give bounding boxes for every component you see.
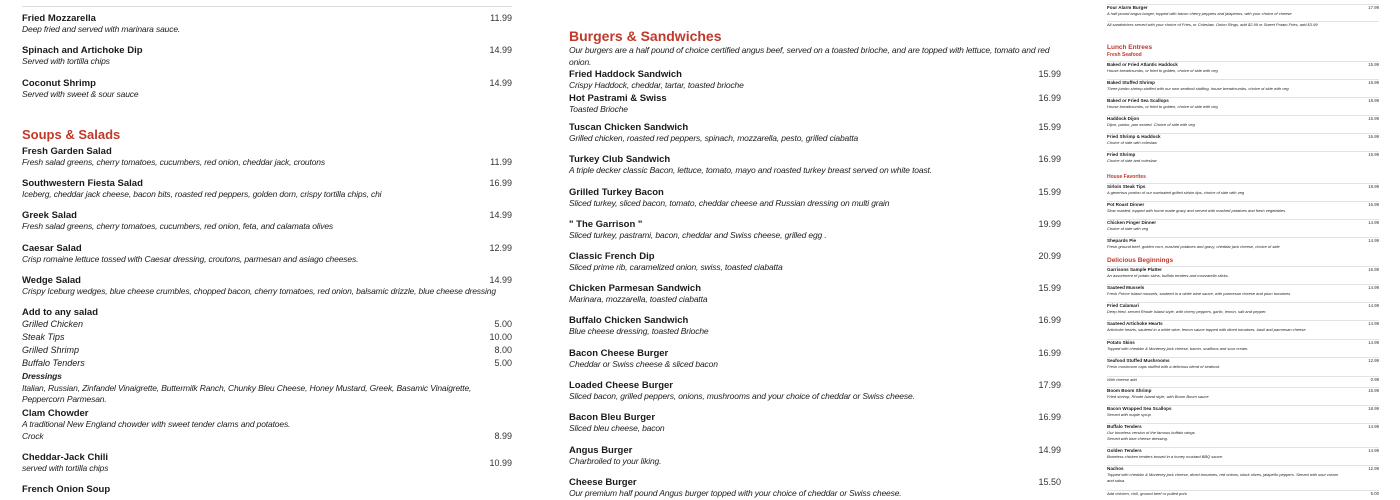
menu-item-sauteed-artichoke-hearts bbox=[1107, 320, 1379, 333]
addon-name: Grilled Shrimp bbox=[22, 345, 80, 355]
item-name: Golden Tenders bbox=[1107, 448, 1142, 453]
item-description: All sandwiches served with your choice of Fries, or Coleslaw. Onion Rings, add $2.99 or Sweet Potato Fries, add $3.99 bbox=[1107, 22, 1318, 27]
item-name: Baked Stuffed Shrimp bbox=[1107, 80, 1155, 85]
item-description: Sliced turkey, sliced bacon, tomato, cheddar cheese and Russian dressing on multi grain bbox=[569, 198, 890, 208]
menu-item-dressings bbox=[22, 371, 512, 406]
item-description: A generous portion of our marinated grilled sirloin tips, choice of side with veg bbox=[1107, 190, 1245, 195]
item-description: Served with blue cheese dressing. bbox=[1107, 435, 1168, 441]
item-price: 8.00 bbox=[494, 345, 512, 355]
item-price: 16.99 bbox=[489, 178, 512, 188]
item-description: Choice of side and coleslaw bbox=[1107, 158, 1157, 163]
menu-item-cheddar-jack-chili bbox=[22, 452, 512, 475]
item-name: Chicken Parmesan Sandwich bbox=[569, 283, 701, 294]
menu-item-golden-tenders bbox=[1107, 447, 1379, 460]
section-title: Soups & Salads bbox=[22, 127, 121, 142]
item-description: Charbroiled to your liking. bbox=[569, 456, 662, 466]
item-price: 14.99 bbox=[1038, 445, 1061, 455]
item-description: Served with sweet & sour sauce bbox=[22, 89, 139, 99]
item-name: Fried Calamari bbox=[1107, 303, 1139, 308]
item-price: 14.99 bbox=[489, 275, 512, 285]
item-description: Crock bbox=[22, 430, 44, 441]
menu-item-angus-burger bbox=[569, 445, 1061, 468]
item-description: Topped with cheddar & Monterey jack cheese, diced tomatoes, red onions, black olives, jalapeño peppers. Served with sour cream bbox=[1107, 472, 1339, 477]
item-price: 14.99 bbox=[489, 45, 512, 55]
menu-item-garrisons-sample-platter bbox=[1107, 266, 1379, 279]
menu-column-right bbox=[1107, 0, 1379, 500]
menu-item-baked-or-fried-atlantic-haddock bbox=[1107, 61, 1379, 74]
item-price: 19.99 bbox=[1038, 219, 1061, 229]
section-title: Lunch Entrees bbox=[1107, 44, 1153, 51]
menu-item-greek-salad bbox=[22, 210, 512, 233]
item-name: Clam Chowder bbox=[22, 408, 89, 419]
item-description: Fried shrimp, Rhode Island style, with Boom Boom sauce bbox=[1107, 394, 1209, 399]
item-description: Served with tortilla chips bbox=[22, 56, 110, 66]
item-price: 14.99 bbox=[489, 210, 512, 220]
menu-item-four-alarm-burger bbox=[1107, 4, 1379, 17]
item-description: Grilled chicken, roasted red peppers, spinach, mozzarella, pesto, grilled ciabatta bbox=[569, 133, 859, 143]
item-price: 11.99 bbox=[490, 13, 512, 23]
menu-item-fried-shrimp-haddock bbox=[1107, 133, 1379, 146]
menu-item-hot-pastrami-swiss bbox=[569, 93, 1061, 116]
item-description: Sliced bacon, grilled peppers, onions, mushrooms and your choice of cheddar or Swiss cheese. bbox=[569, 391, 915, 401]
menu-item-wedge-salad bbox=[22, 275, 512, 298]
menu-item-fried-calamari bbox=[1107, 302, 1379, 315]
menu-item-buffalo-tenders bbox=[1107, 423, 1379, 441]
item-name: Fried Shrimp bbox=[1107, 152, 1136, 157]
section-title: Delicious Beginnings bbox=[1107, 257, 1174, 264]
item-name: Nachos bbox=[1107, 466, 1124, 471]
menu-item-grilled-chicken bbox=[22, 319, 512, 331]
item-price: 5.00 bbox=[1370, 491, 1379, 496]
item-description: Iceberg, cheddar jack cheese, bacon bits, roasted red peppers, golden dorn, crispy tortilla chips, chi bbox=[22, 189, 382, 199]
item-description: Our premium half pound Angus burger topped with your choice of cheddar or Swiss cheese. bbox=[569, 488, 902, 498]
item-price: 5.00 bbox=[494, 358, 512, 368]
menu-item bbox=[569, 45, 1061, 68]
item-name: Classic French Dip bbox=[569, 251, 655, 262]
item-description: Choice of side with coleslaw bbox=[1107, 140, 1158, 145]
menu-item bbox=[1107, 376, 1379, 383]
section-soups-salads bbox=[22, 127, 512, 142]
item-name: Loaded Cheese Burger bbox=[569, 380, 673, 391]
item-name: Buffalo Chicken Sandwich bbox=[569, 315, 689, 326]
item-description: Sliced turkey, pastrami, bacon, cheddar and Swiss cheese, grilled egg . bbox=[569, 230, 827, 240]
menu-item-sirloin-steak-tips bbox=[1107, 183, 1379, 196]
item-price: 15.50 bbox=[1038, 477, 1061, 487]
item-price: 14.99 bbox=[1368, 448, 1379, 453]
menu-item-french-onion-soup bbox=[22, 484, 512, 495]
addon-name: Buffalo Tenders bbox=[22, 358, 85, 368]
item-description: Choice of side with veg bbox=[1107, 226, 1149, 231]
item-name: Haddock Dijon bbox=[1107, 116, 1140, 121]
menu-item-classic-french-dip bbox=[569, 251, 1061, 274]
item-name: Buffalo Tenders bbox=[1107, 424, 1142, 429]
item-description: Sliced bleu cheese, bacon bbox=[569, 423, 665, 433]
menu-column-middle bbox=[569, 0, 1061, 500]
menu-item-nachos bbox=[1107, 465, 1379, 483]
menu-item-spinach-and-artichoke-dip bbox=[22, 45, 512, 68]
item-description: Add chicken, chili, ground beef or pulled pork bbox=[1107, 491, 1187, 496]
item-price: 16.99 bbox=[1038, 154, 1061, 164]
item-name: Caesar Salad bbox=[22, 243, 82, 254]
menu-item-buffalo-chicken-sandwich bbox=[569, 315, 1061, 338]
menu-item-bacon-bleu-burger bbox=[569, 412, 1061, 435]
item-name: Fried Haddock Sandwich bbox=[569, 69, 682, 80]
item-name: Bacon Bleu Burger bbox=[569, 412, 656, 423]
item-price: 12.99 bbox=[1368, 358, 1379, 363]
item-name: Cheddar-Jack Chili bbox=[22, 452, 109, 463]
item-name: Bacon Wrapped Sea Scallops bbox=[1107, 406, 1172, 411]
item-price: 15.99 bbox=[1038, 187, 1061, 197]
item-name: French Onion Soup bbox=[22, 484, 111, 495]
menu-item-loaded-cheese-burger bbox=[569, 380, 1061, 403]
item-name: Sauteed Artichoke Hearts bbox=[1107, 321, 1163, 326]
item-name: Tuscan Chicken Sandwich bbox=[569, 122, 689, 133]
item-description: Three jumbo shrimp stuffed with our own seafood stuffing, house breadcrumbs, choice of side with veg bbox=[1107, 86, 1289, 91]
item-name: Add to any salad bbox=[22, 307, 99, 318]
item-price: 15.99 bbox=[1368, 152, 1379, 157]
item-price: 0.99 bbox=[1370, 377, 1379, 382]
menu-item-baked-stuffed-shrimp bbox=[1107, 79, 1379, 92]
item-price: 20.99 bbox=[1038, 251, 1061, 261]
item-name: Chicken Finger Dinner bbox=[1107, 220, 1157, 225]
item-description: A half pound angus burger, topped with bacon cherry peppers and jalapenos, with your choice of cheese bbox=[1107, 11, 1292, 16]
item-name: Garrisons Sample Platter bbox=[1107, 267, 1162, 272]
item-description: A traditional New England chowder with sweet tender clams and potatoes. bbox=[22, 419, 291, 429]
item-description: Crisp romaine lettuce tossed with Caesar dressing, croutons, parmesan and asiago cheeses. bbox=[22, 254, 359, 264]
item-description: served with tortilla chips bbox=[22, 463, 109, 473]
item-name: Wedge Salad bbox=[22, 275, 81, 286]
item-price: 17.99 bbox=[1038, 380, 1061, 390]
addon-name: Steak Tips bbox=[22, 332, 65, 342]
menu-item-chicken-parmesan-sandwich bbox=[569, 283, 1061, 306]
item-price: 17.99 bbox=[1368, 5, 1379, 10]
item-description: Fresh Prince Island mussels, sauteed in a white wine sauce, with parmesan cheese and plum tomatoes bbox=[1107, 291, 1291, 296]
item-name: Turkey Club Sandwich bbox=[569, 154, 671, 165]
item-description: Deep fried, served Rhode Island style, with cherry peppers, garlic, lemon, salt and pepper. bbox=[1107, 309, 1267, 314]
menu-item-fried-mozzarella bbox=[22, 13, 512, 36]
menu-item-clam-chowder bbox=[22, 408, 512, 442]
section-house-favorites bbox=[1107, 174, 1379, 180]
item-name: Fried Shrimp & Haddock bbox=[1107, 134, 1161, 139]
item-price: 16.99 bbox=[1368, 202, 1379, 207]
item-description: Our boneless version of the famous buffalo wings. bbox=[1107, 430, 1196, 435]
item-price: 14.99 bbox=[1368, 285, 1379, 290]
menu-item-caesar-salad bbox=[22, 243, 512, 266]
item-price: 8.99 bbox=[494, 431, 512, 441]
item-description: Served with maple syrup bbox=[1107, 412, 1151, 417]
item-name: Cheese Burger bbox=[569, 477, 637, 488]
item-description: Our burgers are a half pound of choice certified angus beef, served on a toasted brioche, and are topped with lettuce, tomato and red onion. bbox=[569, 45, 1050, 67]
item-description: Topped with cheddar & Monterey jack cheese, bacon, scallions and sour cream. bbox=[1107, 346, 1249, 351]
item-description: Deep fried and served with marinara sauce. bbox=[22, 24, 181, 34]
item-name: Four Alarm Burger bbox=[1107, 5, 1148, 10]
item-description: Parmesan. bbox=[66, 394, 107, 404]
item-name: Angus Burger bbox=[569, 445, 633, 456]
item-description: Artichoke hearts, sauteed in a white wine, lemon sauce topped with diced tomatoes, basil and parmesan cheese bbox=[1107, 327, 1306, 332]
item-description: A triple decker classic Bacon, lettuce, tomato, mayo and roasted turkey breast served on white toast. bbox=[569, 165, 932, 175]
menu-item-baked-or-fried-sea-scallops bbox=[1107, 97, 1379, 110]
item-price: 14.99 bbox=[1368, 424, 1379, 429]
menu-item-grilled-shrimp bbox=[22, 345, 512, 357]
item-price: 14.99 bbox=[1368, 321, 1379, 326]
item-price: 16.99 bbox=[1038, 412, 1061, 422]
item-name: Southwestern Fiesta Salad bbox=[22, 178, 143, 189]
item-price: 12.99 bbox=[1368, 466, 1379, 471]
item-description: Fresh mushroom caps stuffed with a delicious blend of seafood. bbox=[1107, 364, 1220, 369]
item-price: 5.00 bbox=[494, 319, 512, 329]
item-name: Baked or Fried Atlantic Haddock bbox=[1107, 62, 1178, 67]
item-description: Toasted Brioche bbox=[569, 104, 628, 114]
item-price: 18.99 bbox=[1368, 98, 1379, 103]
item-name: Potato Skins bbox=[1107, 340, 1135, 345]
item-description: Fresh salad greens, cherry tomatoes, cucumbers, red onion, feta, and calamata olives bbox=[22, 221, 334, 231]
item-price: 16.99 bbox=[1368, 134, 1379, 139]
item-description: Fresh salad greens, cherry tomatoes, cucumbers, red onion, cheddar jack, croutons bbox=[22, 157, 325, 167]
item-description: Crispy Haddock, cheddar, tartar, toasted brioche bbox=[569, 80, 744, 90]
item-price: 18.99 bbox=[1368, 184, 1379, 189]
item-description: Sliced prime rib, caramelized onion, swiss, toasted ciabatta bbox=[569, 262, 783, 272]
item-description: With cheese add bbox=[1107, 377, 1137, 382]
menu-item-fried-shrimp bbox=[1107, 151, 1379, 164]
addon-name: Grilled Chicken bbox=[22, 319, 84, 329]
section-burgers-sandwiches bbox=[569, 28, 1061, 44]
item-description: House breadcrumbs, or fried to golden, choice of side with veg bbox=[1107, 104, 1218, 109]
item-name: " The Garrison " bbox=[569, 219, 643, 230]
menu-column-left bbox=[22, 0, 512, 500]
item-price: 15.99 bbox=[1368, 62, 1379, 67]
item-description: House breadcrumbs, or fried to golden, choice of side with veg bbox=[1107, 68, 1218, 73]
menu-item-tuscan-chicken-sandwich bbox=[569, 122, 1061, 145]
menu-item bbox=[1107, 21, 1379, 28]
item-name: Boom Boom Shrimp bbox=[1107, 388, 1152, 393]
item-description: Slow roasted, topped with home made gravy and served with mashed potatoes and fresh vegetables bbox=[1107, 208, 1286, 213]
item-price: 15.99 bbox=[1038, 69, 1061, 79]
item-name: Fried Mozzarella bbox=[22, 13, 96, 24]
item-name: Dressings bbox=[22, 371, 62, 381]
menu-item-bacon-wrapped-sea-scallops bbox=[1107, 405, 1379, 418]
item-name: Sauteed Mussels bbox=[1107, 285, 1145, 290]
menu-item-buffalo-tenders bbox=[22, 358, 512, 370]
menu-item-cheese-burger bbox=[569, 477, 1061, 500]
item-description: Marinara, mozzarella, toasted ciabatta bbox=[569, 294, 708, 304]
menu-item-turkey-club-sandwich bbox=[569, 154, 1061, 177]
item-price: 10.00 bbox=[489, 332, 512, 342]
menu-item-grilled-turkey-bacon bbox=[569, 187, 1061, 210]
divider bbox=[22, 6, 512, 7]
subsection-title: Fresh Seafood bbox=[1107, 52, 1142, 58]
item-name: Greek Salad bbox=[22, 210, 77, 221]
item-price: 15.99 bbox=[1368, 388, 1379, 393]
menu-item-boom-boom-shrimp bbox=[1107, 387, 1379, 400]
item-description: Dijon, panko, pan seared. Choice of side with veg bbox=[1107, 122, 1195, 127]
item-name: Shepards Pie bbox=[1107, 238, 1137, 243]
item-price: 16.99 bbox=[1368, 267, 1379, 272]
item-description: and salsa. bbox=[1107, 477, 1126, 483]
item-price: 16.99 bbox=[1038, 315, 1061, 325]
item-name: Grilled Turkey Bacon bbox=[569, 187, 664, 198]
item-description: Blue cheese dressing, toasted Brioche bbox=[569, 326, 709, 336]
menu-item-add-to-any-salad bbox=[22, 307, 512, 318]
item-description: Crispy Iceburg wedges, blue cheese crumbles, chopped bacon, cherry tomatoes, red onion, balsamic drizzle, blue cheese dressing bbox=[22, 286, 496, 296]
menu-item-steak-tips bbox=[22, 332, 512, 344]
item-price: 14.99 bbox=[1368, 238, 1379, 243]
menu-item-bacon-cheese-burger bbox=[569, 348, 1061, 371]
item-price: 14.99 bbox=[489, 78, 512, 88]
item-description: Italian, Russian, Zinfandel Vinaigrette, Buttermilk Ranch, Chunky Bleu Cheese, Honey Mustard, Greek, Basamic Vinaigrette, Peppercorn bbox=[22, 382, 472, 404]
dressings-list bbox=[22, 383, 512, 406]
section-lunch-entrees bbox=[1107, 44, 1379, 51]
item-price: 16.99 bbox=[1038, 348, 1061, 358]
menu-item-fried-haddock-sandwich bbox=[569, 69, 1061, 92]
menu-item-potato-skins bbox=[1107, 339, 1379, 352]
item-price: 14.99 bbox=[1368, 303, 1379, 308]
menu-item-the-garrison bbox=[569, 219, 1061, 242]
item-price: 14.99 bbox=[1368, 220, 1379, 225]
item-description: An assortment of potato skins, buffalo tenders and mozzarella sticks. bbox=[1107, 273, 1229, 278]
item-name: Pot Roast Dinner bbox=[1107, 202, 1145, 207]
item-price: 15.99 bbox=[1368, 116, 1379, 121]
subsection-title: House Favorites bbox=[1107, 174, 1146, 180]
section-delicious-beginnings bbox=[1107, 257, 1379, 264]
item-name: Fresh Garden Salad bbox=[22, 146, 112, 157]
menu-item-seafood-stuffed-mushrooms bbox=[1107, 357, 1379, 370]
item-price: 16.99 bbox=[1368, 80, 1379, 85]
item-price: 11.99 bbox=[490, 157, 512, 167]
item-price: 15.99 bbox=[1038, 122, 1061, 132]
section-fresh-seafood bbox=[1107, 52, 1379, 58]
item-price: 15.99 bbox=[1038, 283, 1061, 293]
menu-item-haddock-dijon bbox=[1107, 115, 1379, 128]
item-price: 10.99 bbox=[489, 458, 512, 468]
item-name: Seafood Stuffed Mushrooms bbox=[1107, 358, 1170, 363]
item-price: 14.99 bbox=[1368, 340, 1379, 345]
menu-item-pot-roast-dinner bbox=[1107, 201, 1379, 214]
item-name: Sirloin Steak Tips bbox=[1107, 184, 1146, 189]
menu-item-sauteed-mussels bbox=[1107, 284, 1379, 297]
item-description: Cheddar or Swiss cheese & sliced bacon bbox=[569, 359, 718, 369]
section-title: Burgers & Sandwiches bbox=[569, 28, 722, 44]
item-name: Spinach and Artichoke Dip bbox=[22, 45, 143, 56]
item-description: Boneless chicken tenders tossed in a honey mustard BBQ sauce. bbox=[1107, 454, 1224, 459]
item-name: Bacon Cheese Burger bbox=[569, 348, 669, 359]
item-name: Baked or Fried Sea Scallops bbox=[1107, 98, 1169, 103]
menu-item-coconut-shrimp bbox=[22, 78, 512, 101]
menu-item-shepards-pie bbox=[1107, 237, 1379, 250]
item-name: Coconut Shrimp bbox=[22, 78, 96, 89]
menu-item bbox=[1107, 490, 1379, 497]
item-description: Fresh ground beef, golden corn, mashed potatoes and gravy, cheddar jack cheese, choice of side bbox=[1107, 244, 1280, 249]
menu-item-fresh-garden-salad bbox=[22, 146, 512, 169]
menu-item-southwestern-fiesta-salad bbox=[22, 178, 512, 201]
item-name: Hot Pastrami & Swiss bbox=[569, 93, 667, 104]
item-price: 18.99 bbox=[1368, 406, 1379, 411]
item-price: 16.99 bbox=[1038, 93, 1061, 103]
menu-item-chicken-finger-dinner bbox=[1107, 219, 1379, 232]
item-price: 12.99 bbox=[489, 243, 512, 253]
